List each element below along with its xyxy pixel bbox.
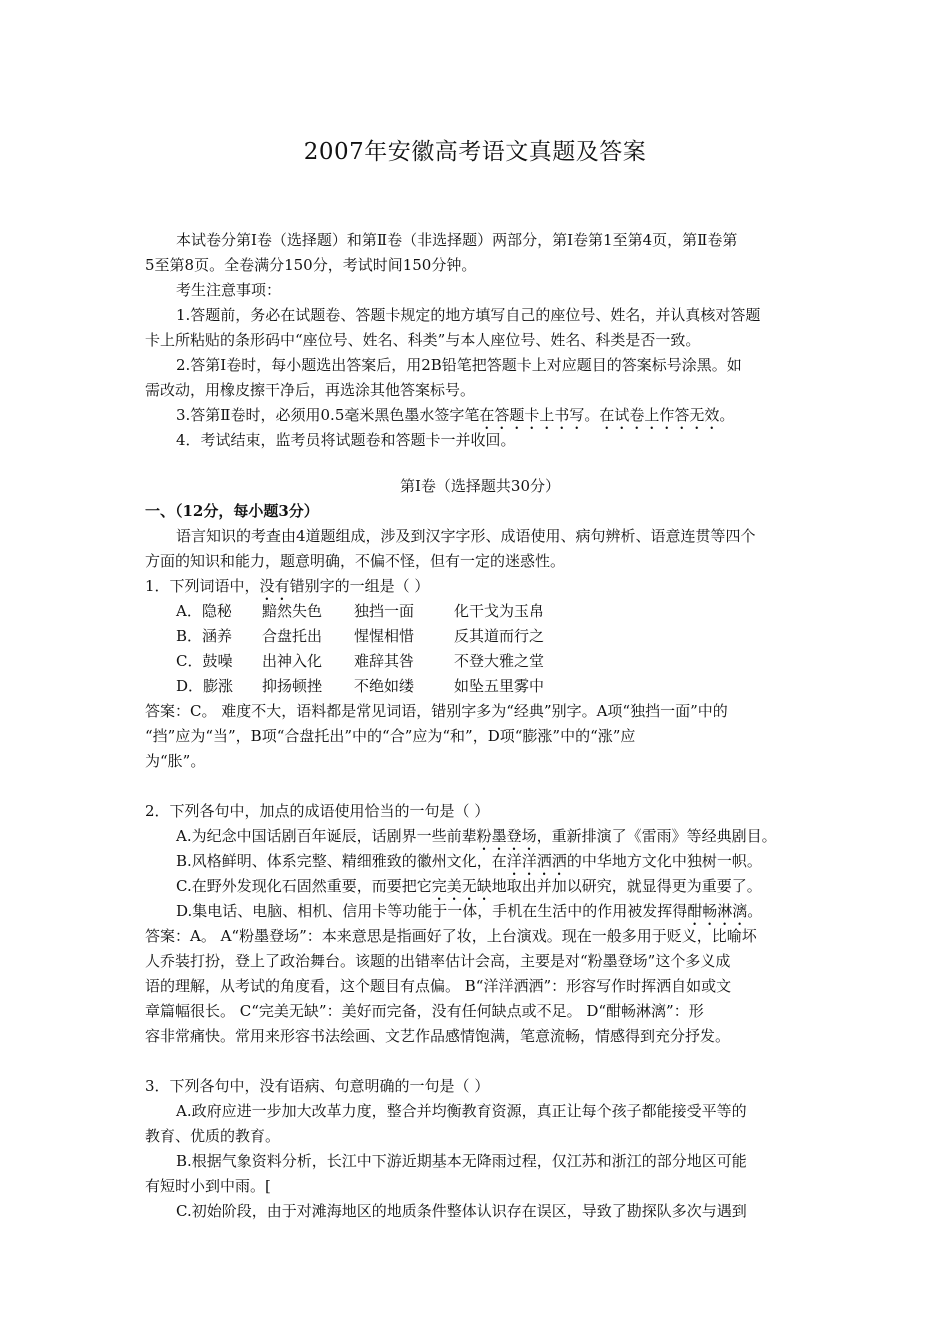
notice-item-2: 2.答第Ⅰ卷时，每小题选出答案后，用2B铅笔把答题卡上对应题目的答案标号涂黑。如 [176,356,742,374]
option-text: B.风格鲜明、体系完整、精细雅致的徽州文化，在 [176,852,507,870]
stem-text: 错别字的一组是（ ） [289,577,430,595]
q1-option-word: 惺惺相惜 [354,627,415,645]
q1-option-word: 出神入化 [262,652,323,670]
notice-item-1: 1.答题前，务必在试题卷、答题卡规定的地方填写自己的座位号、姓名，并认真核对答题 [176,306,761,324]
q1-option-word: 抑扬顿挫 [262,677,323,695]
question-2-stem: 2．下列各句中，加点的成语使用恰当的一句是（ ） [145,802,490,820]
emphasis-text: 完美无缺 [431,877,492,895]
q1-option-label: B．涵养 [176,627,233,645]
option-text: 地取出并加以研究，就显得更为重要了。 [491,877,762,895]
q1-option-word: 独挡一面 [354,602,415,620]
q3-option-a-cont: 教育、优质的教育。 [145,1127,281,1145]
q3-option-c: C.初始阶段，由于对滩海地区的地质条件整体认识存在误区，导致了勘探队多次与遇到 [176,1202,747,1220]
q1-option-word: 黯然失色 [262,602,323,620]
q1-option-word: 反其道而行之 [454,627,545,645]
q2-answer: 答案：A。 A“粉墨登场”：本来意思是指画好了妆，上台演戏。现在一般多用于贬义，比喻坏 [145,927,757,945]
notice-3-text: 3.答第Ⅱ卷时，必须用0.5毫米黑色墨水签字笔 [176,406,480,424]
q1-option-word: 如坠五里雾中 [454,677,545,695]
q1-option-word: 不绝如缕 [354,677,415,695]
option-text: 。 [747,902,763,920]
option-text: ，重新排演了《雷雨》等经典剧目。 [536,827,777,845]
q1-option-word: 化干戈为玉帛 [454,602,545,620]
q1-option-word: 难辞其咎 [354,652,415,670]
intro-paragraph-line: 5至第8页。全卷满分150分，考试时间150分钟。 [145,256,477,274]
emphasis-text: 酣畅淋漓 [687,902,748,920]
section-description: 语言知识的考查由4道题组成，涉及到汉字字形、成语使用、病句辨析、语意连贯等四个 [176,527,756,545]
notice-3-text: 。 [719,406,735,424]
option-text: 的中华地方文化中独树一帜。 [566,852,762,870]
notice-3-text: 。 [584,406,600,424]
q3-option-b: B.根据气象资料分析，长江中下游近期基本无降雨过程，仅江苏和浙江的部分地区可能 [176,1152,747,1170]
q1-option-label: D．膨涨 [176,677,234,695]
emphasis-text: 洋洋洒洒 [506,852,567,870]
notice-heading: 考生注意事项： [176,281,282,299]
q1-answer: 答案：C。 难度不大，语料都是常见词语，错别字多为“经典”别字。A项“独挡一面”中的 [145,702,728,720]
option-text: C.在野外发现化石固然重要，而要把它 [176,877,432,895]
section-heading: 第Ⅰ卷（选择题共30分） [399,477,560,495]
q1-option-label: C．鼓噪 [176,652,233,670]
emphasis-text: 在试卷上作答无效 [599,406,720,424]
q1-option-label: A．隐秘 [176,602,232,620]
question-3-stem: 3．下列各句中，没有语病、句意明确的一句是（ ） [145,1077,490,1095]
emphasis-text: 粉墨登场 [476,827,537,845]
q1-option-word: 不登大雅之堂 [454,652,545,670]
q2-answer-cont: 语的理解，从考试的角度看，这个题目有点偏。 B“洋洋洒洒”：形容写作时挥洒自如或文 [145,977,732,995]
q2-answer-cont: 容非常痛快。常用来形容书法绘画、文艺作品感情饱满，笔意流畅，情感得到充分抒发。 [145,1027,731,1045]
notice-item-2-cont: 需改动，用橡皮擦干净后，再选涂其他答案标号。 [145,381,476,399]
q3-option-a: A.政府应进一步加大改革力度，整合并均衡教育资源，真正让每个孩子都能接受平等的 [176,1102,747,1120]
notice-item-1-cont: 卡上所粘贴的条形码中“座位号、姓名、科类”与本人座位号、姓名、科类是否一致。 [145,331,701,349]
q1-option-word: 合盘托出 [262,627,323,645]
emphasis-text: 在答题卡上书写 [479,406,585,424]
notice-item-4: 4．考试结束，监考员将试题卷和答题卡一并收回。 [176,431,516,449]
document-title: 2007年安徽高考语文真题及答案 [303,139,647,165]
emphasis-text: 没有 [259,577,290,595]
q1-answer-cont: 为“胀”。 [145,752,206,770]
part-one-heading: 一、（12分，每小题3分） [145,502,319,520]
q2-answer-cont: 章篇幅很长。 C“完美无缺”：美好而完备，没有任何缺点或不足。 D“酣畅淋漓”：形 [145,1002,704,1020]
section-description-cont: 方面的知识和能力，题意明确，不偏不怪，但有一定的迷惑性。 [145,552,566,570]
q3-option-b-cont: 有短时小到中雨。[ [145,1177,271,1195]
intro-paragraph-line: 本试卷分第Ⅰ卷（选择题）和第Ⅱ卷（非选择题）两部分，第Ⅰ卷第1至第4页，第Ⅱ卷第 [176,231,738,249]
q1-answer-cont: “挡”应为“当”，B项“合盘托出”中的“合”应为“和”，D项“膨涨”中的“涨”应 [145,727,636,745]
option-text: D.集电话、电脑、相机、信用卡等功能于一体，手机在生活中的作用被发挥得 [176,902,688,920]
q2-answer-cont: 人乔装打扮，登上了政治舞台。该题的出错率估计会高，主要是对“粉墨登场”这个多义成 [145,952,731,970]
stem-text: 1．下列词语中， [145,577,260,595]
option-text: A.为纪念中国话剧百年诞辰，话剧界一些前辈 [176,827,477,845]
